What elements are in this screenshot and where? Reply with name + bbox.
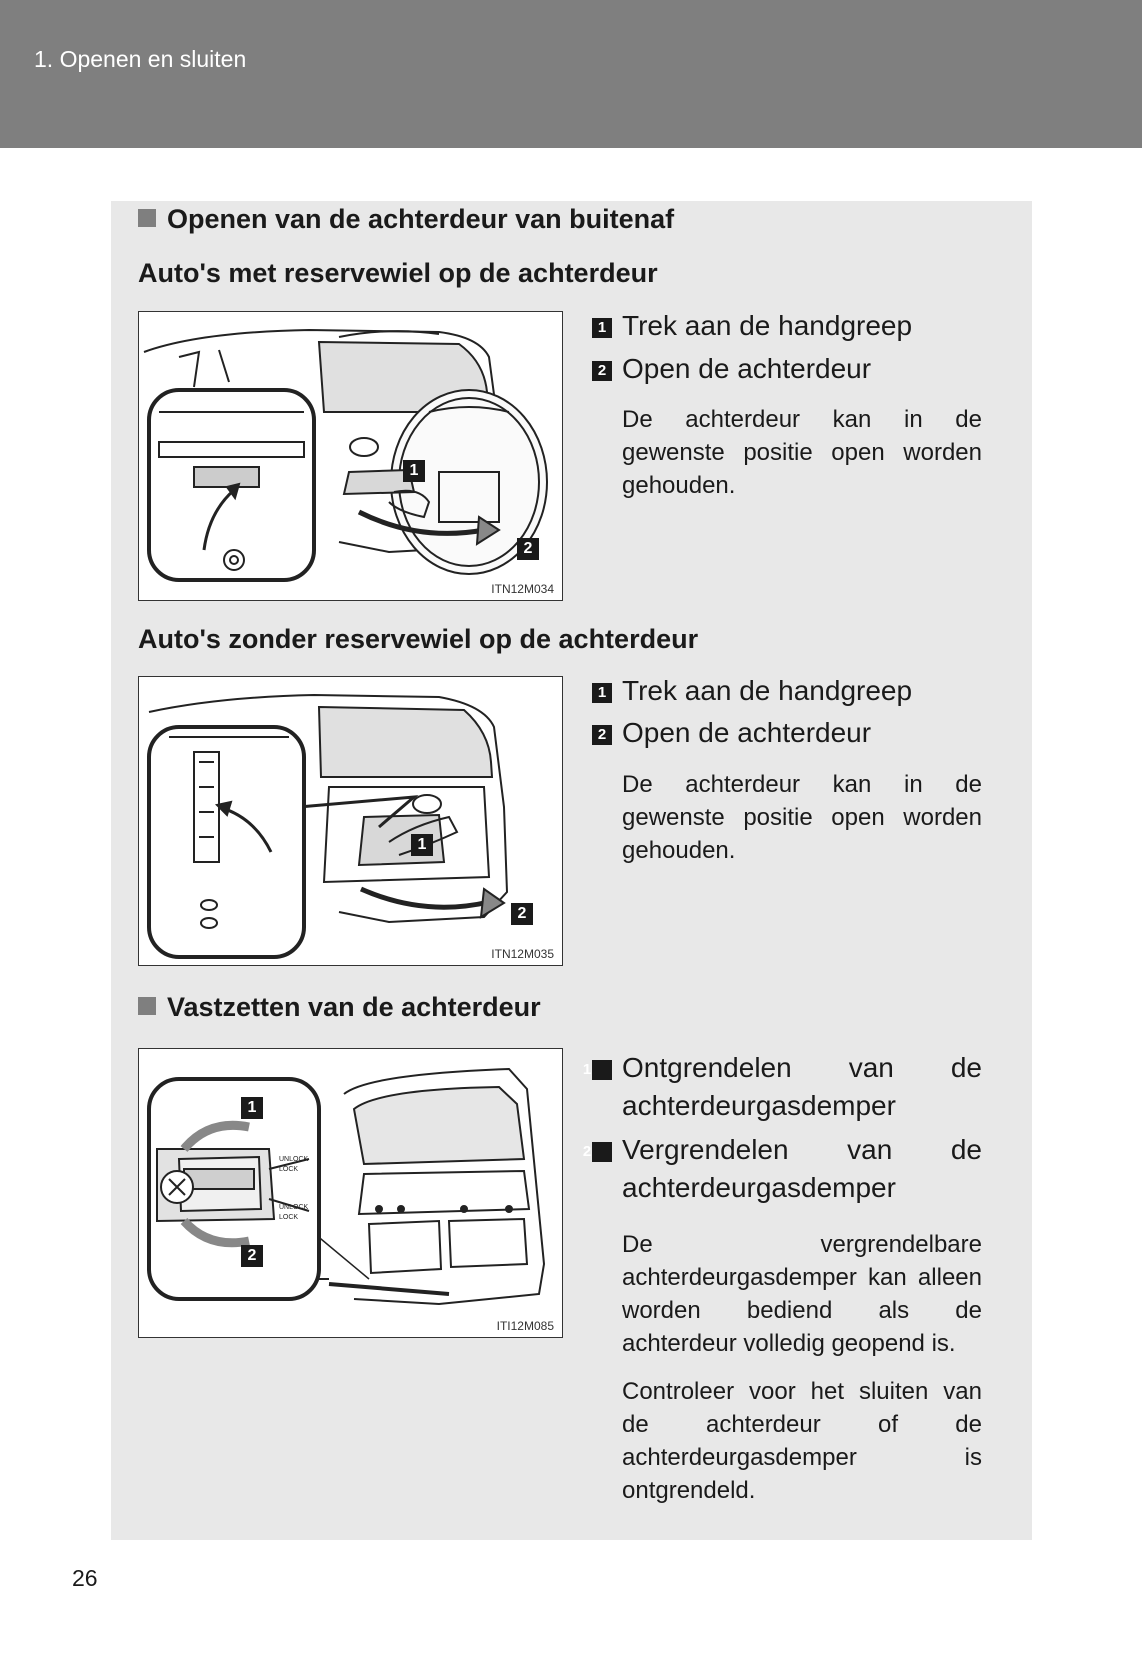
callout-1: 1 (241, 1097, 263, 1119)
unlock-label-bottom: UNLOCK (279, 1204, 309, 1211)
figure-code: ITN12M035 (491, 947, 554, 961)
lock-label-bottom: LOCK (279, 1214, 299, 1221)
subheading-without-spare-wheel: Auto's zonder reservewiel op de achterdeur (138, 624, 699, 654)
step-number-badge: 2 (592, 1142, 612, 1162)
callout-1: 1 (403, 460, 425, 482)
figure-spare-wheel-door (138, 311, 563, 601)
vehicle-rear-illustration (139, 312, 563, 601)
step-number-badge: 1 (592, 1060, 612, 1080)
callout-2: 2 (511, 903, 533, 925)
note-door-hold: De achterdeur kan in de gewenste positie open worden gehouden. (622, 771, 982, 864)
step-2-lock-strut (582, 1131, 982, 1207)
callout-2: 2 (241, 1245, 263, 1267)
figure-no-spare-wheel-door (138, 676, 563, 966)
step-number-badge: 1 (592, 683, 612, 703)
step-text: Open de achterdeur (622, 353, 872, 384)
subheading-with-spare-wheel: Auto's met reservewiel op de achterdeur (138, 258, 658, 288)
chapter-title: 1. Openen en sluiten (34, 46, 247, 72)
step-text: Trek aan de handgreep (622, 310, 913, 341)
square-bullet-icon (138, 997, 156, 1015)
page-header (0, 0, 1142, 148)
step-number-badge: 2 (592, 725, 612, 745)
vehicle-rear-illustration (139, 677, 563, 966)
note-strut-operation: De vergrendelbare achterdeurgasdemper kan alleen worden bediend als de achterdeur volledig geopend is. (622, 1231, 982, 1357)
square-bullet-icon (138, 209, 156, 227)
figure-gas-strut-lock (138, 1048, 563, 1338)
step-1-unlock-strut (582, 1049, 982, 1125)
callout-2: 2 (517, 538, 539, 560)
callout-1: 1 (411, 834, 433, 856)
step-text: Open de achterdeur (622, 717, 872, 748)
figure-code: ITI12M085 (496, 1319, 554, 1333)
section-heading-text: Openen van de achterdeur van buitenaf (167, 204, 675, 234)
lock-label-top: LOCK (279, 1166, 299, 1173)
step-2-open-door (592, 350, 871, 388)
section-heading-securing (138, 992, 541, 1023)
step-1-pull-handle (592, 307, 912, 345)
step-1-pull-handle (592, 672, 912, 710)
step-2-open-door (592, 714, 871, 752)
step-text: Vergrendelen van de achterdeurgasdemper (622, 1134, 982, 1203)
unlock-label-top: UNLOCK (279, 1156, 309, 1163)
note-door-hold: De achterdeur kan in de gewenste positie open worden gehouden. (622, 406, 982, 499)
figure-code: ITN12M034 (491, 582, 554, 596)
step-number-badge: 1 (592, 318, 612, 338)
step-text: Trek aan de handgreep (622, 675, 913, 706)
note-check-before-closing: Controleer voor het sluiten van de achterdeur of de achterdeurgasdemper is ontgrendeld. (622, 1378, 982, 1504)
section-heading-text: Vastzetten van de achterdeur (167, 992, 541, 1022)
section-heading-opening (138, 204, 674, 235)
page-number: 26 (72, 1565, 98, 1591)
step-number-badge: 2 (592, 361, 612, 381)
gas-strut-illustration (139, 1049, 563, 1338)
step-text: Ontgrendelen van de achterdeurgasdemper (622, 1052, 982, 1121)
